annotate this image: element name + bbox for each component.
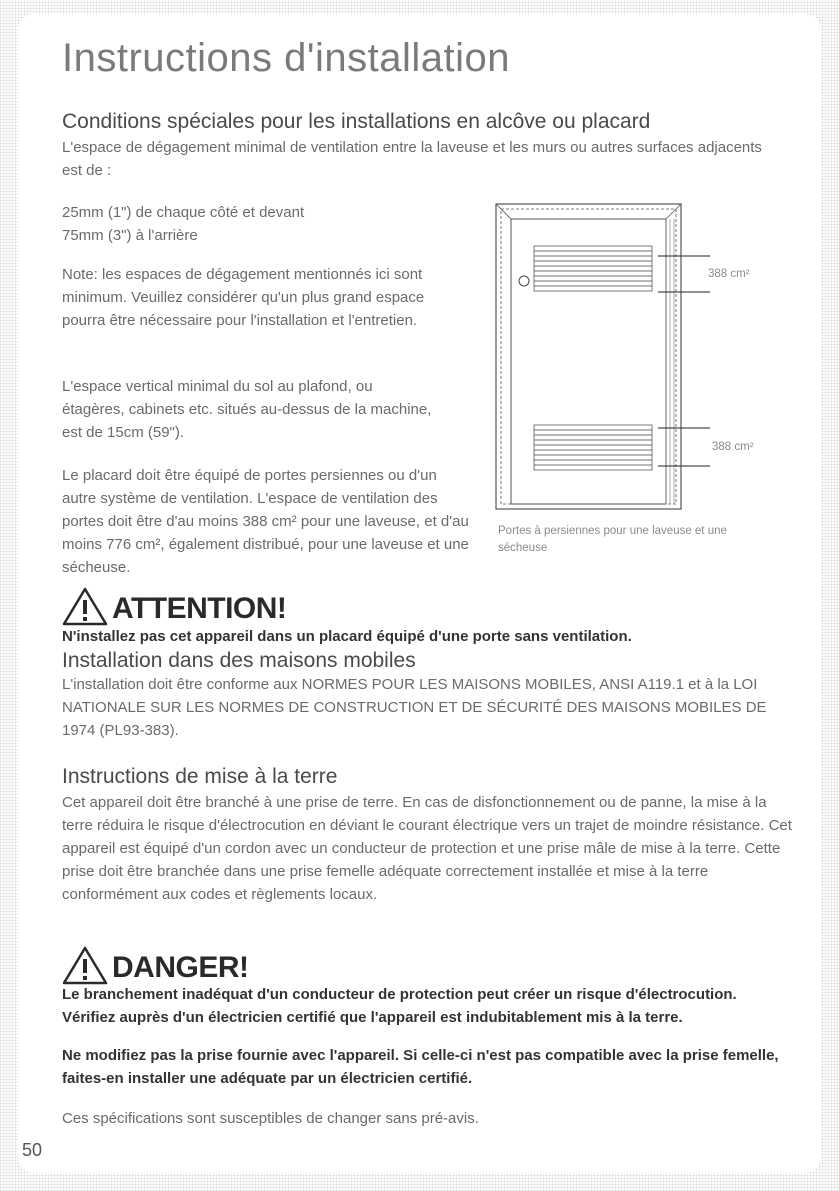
alcove-heading: Conditions spéciales pour les installations en alcôve ou placard bbox=[62, 110, 651, 133]
attention-text: N'installez pas cet appareil dans un placard équipé d'une porte sans ventilation. bbox=[62, 628, 632, 645]
clearance-front: 25mm (1") de chaque côté et devant bbox=[62, 204, 305, 221]
page-number: 50 bbox=[22, 1140, 43, 1160]
danger-text-1: Le branchement inadéquat d'un conducteur de protection peut créer un risque d'électrocution. Vérifiez auprès d'un électricien certifié que l'appareil est indubitablement mis à la terre. bbox=[62, 986, 737, 1026]
danger-text-2: Ne modifiez pas la prise fournie avec l'appareil. Si celle-ci n'est pas compatible avec la prise femelle, faites-en installer une adéquate par un électricien certifié. bbox=[62, 1047, 779, 1087]
door-knob bbox=[519, 276, 529, 286]
warning-triangle-icon bbox=[62, 945, 108, 985]
door-hinge-strip bbox=[666, 219, 674, 504]
warning-triangle-icon bbox=[62, 586, 108, 626]
louvered-door-diagram bbox=[490, 200, 720, 520]
ground-heading: Instructions de mise à la terre bbox=[62, 765, 338, 788]
attention-header bbox=[62, 586, 286, 626]
closet-ventilation: Le placard doit être équipé de portes persiennes ou d'un autre système de ventilation. L'espace de ventilation des portes doit être d'au moins 388 cm² pour une laveuse, et d'au moins 776 cm², également distribué, pour une laveuse et une sécheuse. bbox=[62, 467, 469, 576]
mobile-heading: Installation dans des maisons mobiles bbox=[62, 649, 416, 672]
clearance-rear: 75mm (3") à l'arrière bbox=[62, 227, 198, 244]
attention-label: ATTENTION! bbox=[112, 592, 287, 625]
bottom-vent-louvers bbox=[534, 425, 652, 470]
alcove-intro: L'espace de dégagement minimal de ventilation entre la laveuse et les murs ou autres surfaces adjacents est de : bbox=[62, 139, 762, 179]
danger-header bbox=[62, 945, 249, 985]
page-title: Instructions d'installation bbox=[62, 36, 511, 80]
ground-text: Cet appareil doit être branché à une prise de terre. En cas de disfonctionnement ou de panne, la mise à la terre réduira le risque d'électrocution en déviant le courant électrique vers un trajet de moindre résistance. Cet appareil est équipé d'un cordon avec un conducteur de protection et une prise mâle de mise à la terre. Cette prise doit être branchée dans une prise femelle adéquate correctement installée et mise à la terre conformément aux codes et règlements locaux. bbox=[62, 794, 792, 903]
vent-bottom-label: 388 cm² bbox=[712, 441, 754, 453]
vent-top-label: 388 cm² bbox=[708, 268, 750, 280]
clearance-note: Note: les espaces de dégagement mentionnés ici sont minimum. Veuillez considérer qu'un plus grand espace pourra être nécessaire pour l'installation et l'entretien. bbox=[62, 266, 425, 329]
vertical-clearance: L'espace vertical minimal du sol au plafond, ou étagères, cabinets etc. situés au-dessus de la machine, est de 15cm (59"). bbox=[62, 378, 432, 441]
footer-note: Ces spécifications sont susceptibles de changer sans pré-avis. bbox=[62, 1110, 479, 1127]
mobile-text: L'installation doit être conforme aux NORMES POUR LES MAISONS MOBILES, ANSI A119.1 et à la LOI NATIONALE SUR LES NORMES DE CONSTRUCTION ET DE SÉCURITÉ DES MAISONS MOBILES DE 1974 (PL93-383). bbox=[62, 676, 767, 739]
top-vent-louvers bbox=[534, 246, 652, 291]
danger-label: DANGER! bbox=[112, 951, 249, 984]
diagram-caption: Portes à persiennes pour une laveuse et une sécheuse bbox=[498, 525, 727, 554]
